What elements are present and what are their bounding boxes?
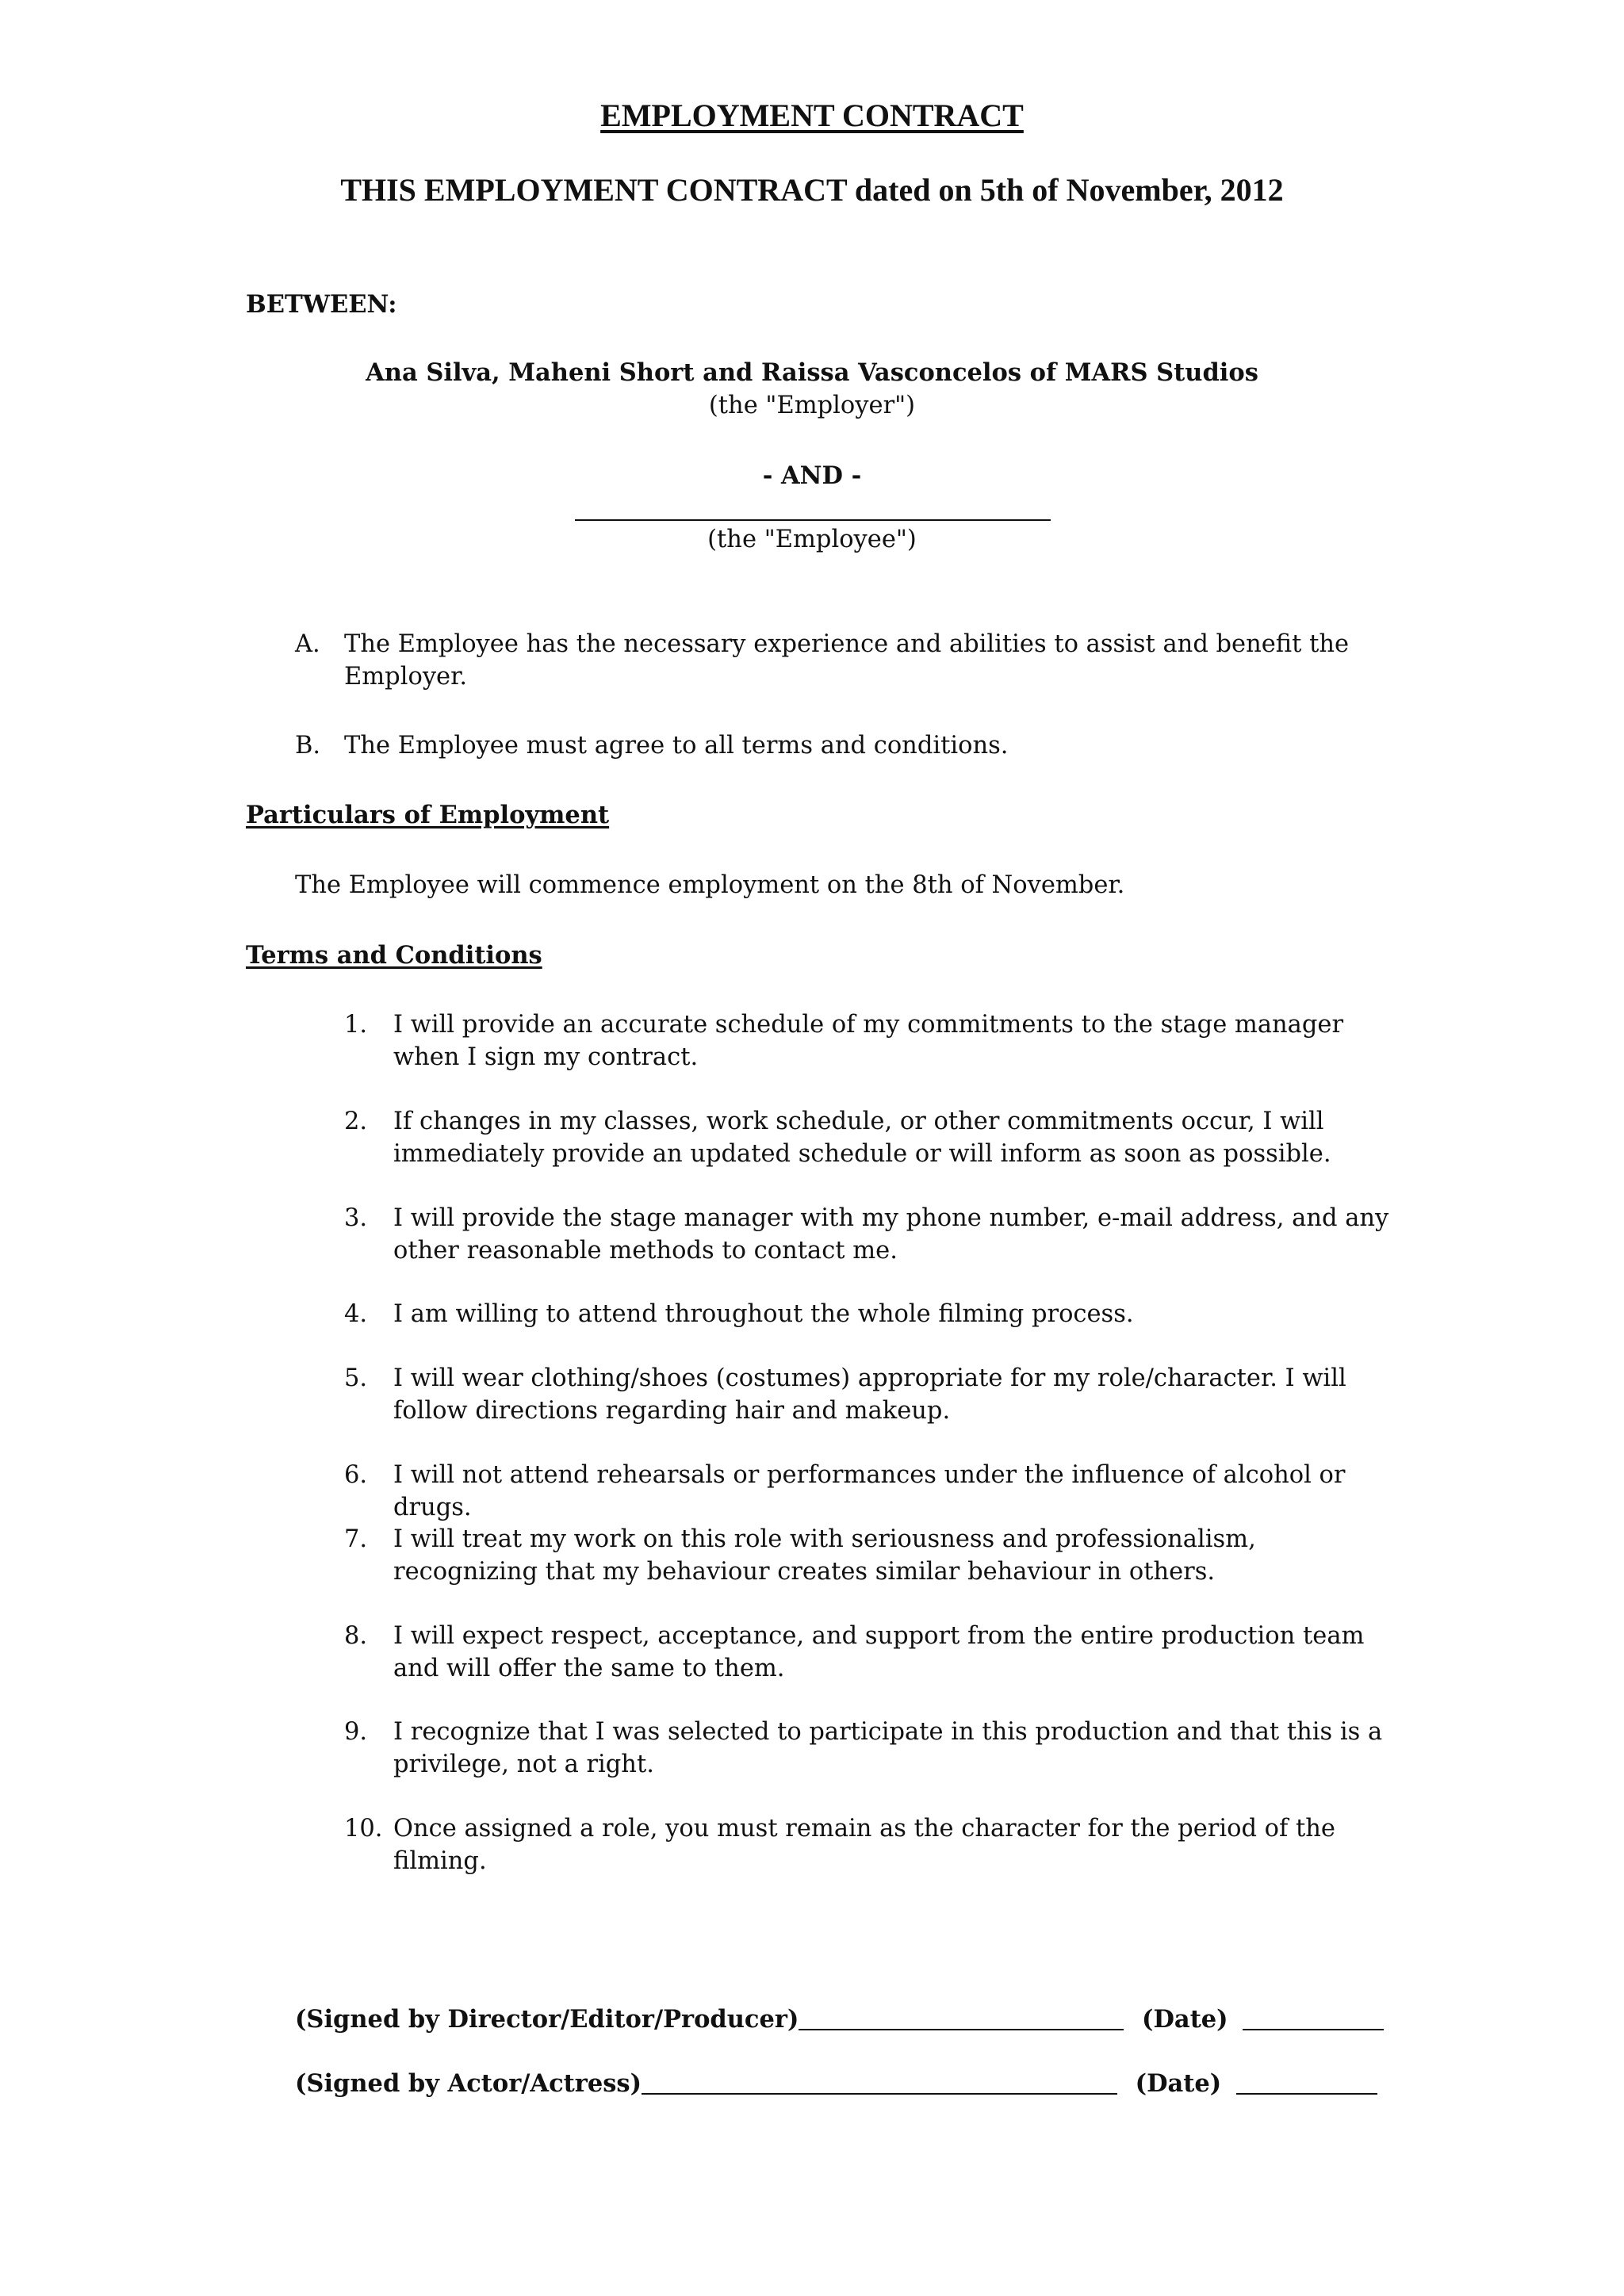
term-item bbox=[344, 1812, 1391, 1877]
signature-blank[interactable] bbox=[642, 2069, 1117, 2095]
term-number: 2. bbox=[344, 1108, 368, 1135]
term-item bbox=[344, 1620, 1391, 1685]
commencement-text: The Employee will commence employment on the 8th of November. bbox=[295, 871, 1125, 899]
recital-item bbox=[295, 628, 1373, 693]
document-subtitle: THIS EMPLOYMENT CONTRACT dated on 5th of November, 2012 bbox=[340, 172, 1284, 208]
document-title: EMPLOYMENT CONTRACT bbox=[600, 98, 1024, 133]
term-text: I will expect respect, acceptance, and support from the entire production team and will offer the same to them. bbox=[393, 1622, 1365, 1682]
employee-role-label: (the "Employee") bbox=[707, 526, 917, 553]
term-number: 10. bbox=[344, 1815, 383, 1843]
terms-heading: Terms and Conditions bbox=[246, 941, 542, 970]
recital-item bbox=[295, 729, 1373, 762]
employee-name-blank[interactable] bbox=[575, 519, 1051, 521]
term-number: 1. bbox=[344, 1011, 368, 1039]
term-item bbox=[344, 1105, 1391, 1170]
term-text: Once assigned a role, you must remain as the character for the period of the filming. bbox=[393, 1815, 1335, 1875]
date-label: (Date) bbox=[1135, 2069, 1222, 2098]
term-number: 5. bbox=[344, 1364, 368, 1392]
term-text: I will provide an accurate schedule of my commitments to the stage manager when I sign my contract. bbox=[393, 1011, 1344, 1071]
signature-row-director bbox=[295, 2003, 1384, 2036]
term-number: 3. bbox=[344, 1204, 368, 1232]
term-item bbox=[344, 1298, 1391, 1330]
term-number: 9. bbox=[344, 1718, 368, 1746]
recital-text: The Employee has the necessary experience and abilities to assist and benefit the Employer. bbox=[344, 630, 1350, 691]
recital-marker: A. bbox=[295, 630, 320, 658]
term-text: If changes in my classes, work schedule, or other commitments occur, I will immediately provide an updated schedule or will inform as soon as possible. bbox=[393, 1108, 1331, 1168]
term-text: I will not attend rehearsals or performances under the influence of alcohol or drugs. bbox=[393, 1461, 1346, 1521]
term-item bbox=[344, 1523, 1391, 1588]
term-text: I will provide the stage manager with my phone number, e-mail address, and any other reasonable methods to contact me. bbox=[393, 1204, 1389, 1265]
term-text: I am willing to attend throughout the whole filming process. bbox=[393, 1300, 1134, 1328]
signature-blank[interactable] bbox=[799, 2005, 1124, 2030]
term-number: 4. bbox=[344, 1300, 368, 1328]
term-item bbox=[344, 1459, 1391, 1524]
signature-label: (Signed by Director/Editor/Producer) bbox=[295, 2005, 799, 2034]
term-text: I will treat my work on this role with seriousness and professionalism, recognizing that my behaviour creates similar behaviour in others. bbox=[393, 1525, 1256, 1586]
term-item bbox=[344, 1362, 1391, 1427]
between-label: BETWEEN: bbox=[246, 290, 397, 319]
signature-row-actor bbox=[295, 2068, 1377, 2100]
term-item bbox=[344, 1202, 1391, 1267]
employer-role-label: (the "Employer") bbox=[708, 392, 916, 419]
term-number: 7. bbox=[344, 1525, 368, 1553]
term-item bbox=[344, 1008, 1391, 1073]
date-label: (Date) bbox=[1142, 2005, 1228, 2034]
term-text: I recognize that I was selected to participate in this production and that this is a privilege, not a right. bbox=[393, 1718, 1383, 1778]
and-separator: - AND - bbox=[762, 461, 862, 490]
term-text: I will wear clothing/shoes (costumes) appropriate for my role/character. I will follow directions regarding hair and makeup. bbox=[393, 1364, 1346, 1425]
signature-label: (Signed by Actor/Actress) bbox=[295, 2069, 642, 2098]
employer-names: Ana Silva, Maheni Short and Raissa Vasconcelos of MARS Studios bbox=[366, 358, 1258, 387]
term-item bbox=[344, 1716, 1391, 1781]
term-number: 8. bbox=[344, 1622, 368, 1650]
particulars-heading: Particulars of Employment bbox=[246, 801, 610, 829]
recital-marker: B. bbox=[295, 732, 321, 760]
recital-text: The Employee must agree to all terms and conditions. bbox=[344, 732, 1009, 760]
date-blank[interactable] bbox=[1243, 2005, 1384, 2030]
date-blank[interactable] bbox=[1236, 2069, 1377, 2095]
term-number: 6. bbox=[344, 1461, 368, 1489]
